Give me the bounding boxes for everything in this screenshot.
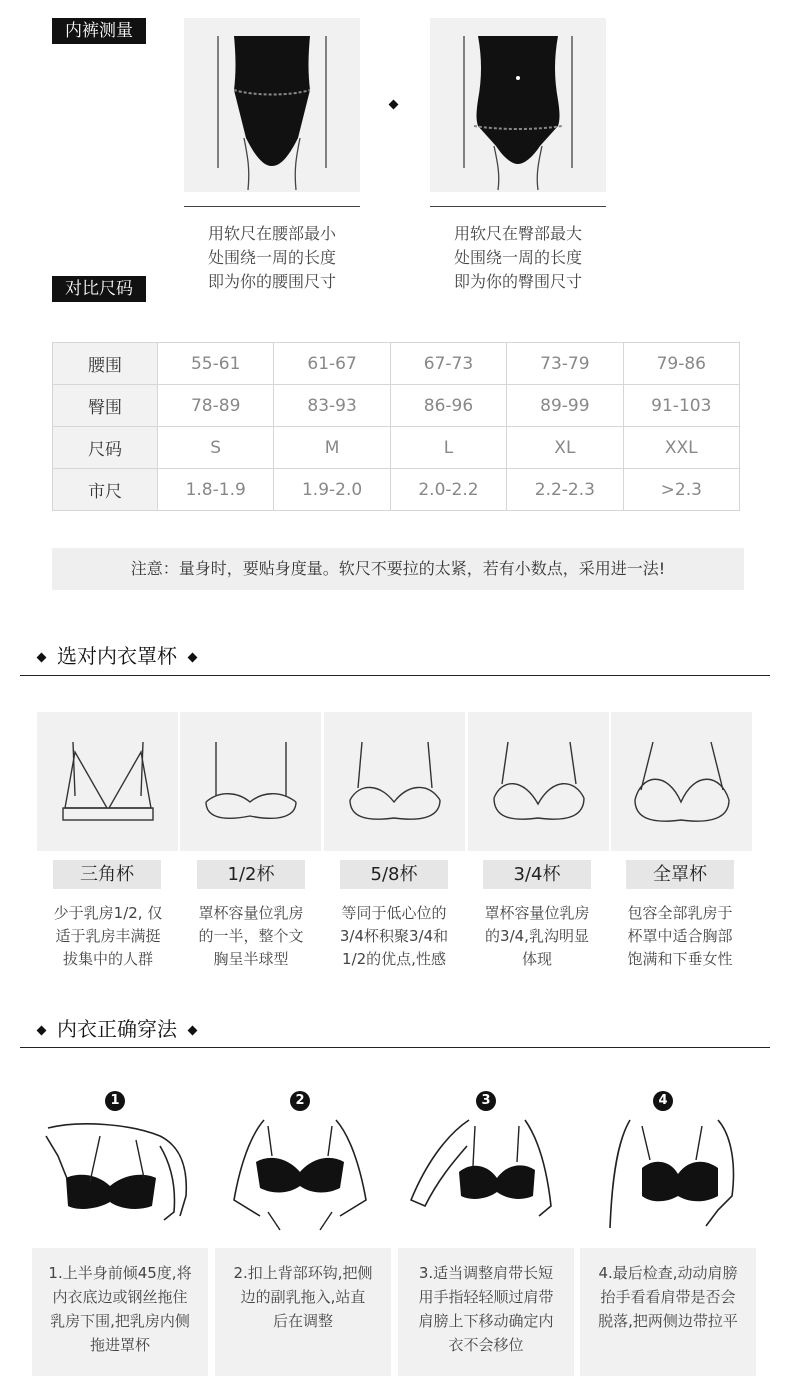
compare-tag: 对比尺码 <box>52 276 146 302</box>
diamond-icon <box>188 653 198 663</box>
step-text-line: 后在调整 <box>272 1312 333 1330</box>
cup-description-line: 拔集中的人群 <box>62 950 153 968</box>
table-row <box>53 469 740 511</box>
cup-description-line: 体现 <box>521 950 552 968</box>
waist-figure <box>184 18 360 192</box>
measure-tag: 内裤测量 <box>52 18 146 44</box>
three-quarter-bra-icon <box>468 712 609 851</box>
cup-figure-triangle <box>37 712 178 851</box>
row-header: 尺码 <box>53 427 158 469</box>
step-2-illustration <box>220 1116 380 1234</box>
hip-caption-line: 用软尺在臀部最大 <box>453 224 582 243</box>
table-cell: 55-61 <box>158 343 274 385</box>
table-cell: 2.0-2.2 <box>390 469 506 511</box>
wear-section-heading <box>24 1013 208 1042</box>
hip-caption-line: 处围绕一周的长度 <box>453 248 582 267</box>
table-cell: 1.8-1.9 <box>158 469 274 511</box>
table-cell: >2.3 <box>623 469 739 511</box>
cup-description <box>616 902 744 971</box>
step-card <box>32 1248 208 1376</box>
row-header: 腰围 <box>53 343 158 385</box>
step-text-line: 抬手看看肩带是否会 <box>600 1288 736 1306</box>
cup-label: 3/4杯 <box>483 860 591 889</box>
table-cell: 89-99 <box>507 385 623 427</box>
cup-description-line: 饱满和下垂女性 <box>627 950 733 968</box>
cup-description-line: 3/4杯积聚3/4和 <box>339 927 449 945</box>
step-card <box>215 1248 391 1376</box>
measure-note: 注意：量身时，要贴身度量。软尺不要拉的太紧，若有小数点，采用进一法! <box>52 548 744 590</box>
cup-description <box>44 902 172 971</box>
hip-illustration <box>430 18 606 192</box>
table-cell: XXL <box>623 427 739 469</box>
table-row <box>53 385 740 427</box>
step-text-line: 用手指轻轻顺过肩带 <box>418 1288 554 1306</box>
table-cell: 83-93 <box>274 385 390 427</box>
cup-label: 5/8杯 <box>340 860 448 889</box>
cup-description <box>187 902 315 971</box>
cup-description-line: 1/2的优点,性感 <box>342 950 446 968</box>
waist-caption-line: 用软尺在腰部最小 <box>207 224 336 243</box>
step-text-line: 衣不会移位 <box>448 1336 524 1354</box>
five-eighths-bra-icon <box>324 712 465 851</box>
table-cell: 78-89 <box>158 385 274 427</box>
cup-label: 1/2杯 <box>197 860 305 889</box>
table-row <box>53 427 740 469</box>
size-table <box>52 342 740 511</box>
table-cell: 61-67 <box>274 343 390 385</box>
fasten-hook-icon <box>220 1116 380 1234</box>
step-1-illustration <box>40 1116 200 1234</box>
diamond-icon <box>188 1026 198 1036</box>
step-text-line: 乳房下围,把乳房内侧 <box>50 1312 190 1330</box>
step-text-line: 2.扣上背部环钩,把侧 <box>233 1264 373 1282</box>
cup-description-line: 适于乳房丰满挺 <box>55 927 161 945</box>
table-cell: M <box>274 427 390 469</box>
cup-figure-five-eighths <box>324 712 465 851</box>
cup-description-line: 的一半，整个文 <box>198 927 304 945</box>
cup-description <box>330 902 458 971</box>
step-text-line: 肩膀上下移动确定内 <box>418 1312 554 1330</box>
row-header: 市尺 <box>53 469 158 511</box>
table-cell: XL <box>507 427 623 469</box>
step-3-illustration <box>405 1116 565 1234</box>
cup-description-line: 罩杯容量位乳房 <box>484 904 590 922</box>
row-header: 臀围 <box>53 385 158 427</box>
cup-section-heading <box>24 640 208 669</box>
cup-figure-full <box>611 712 752 851</box>
waist-caption-line: 即为你的腰围尺寸 <box>207 272 336 291</box>
hip-divider <box>430 206 606 207</box>
hip-caption-line: 即为你的臀围尺寸 <box>453 272 582 291</box>
cup-description <box>473 902 601 971</box>
step-number-badge: 4 <box>653 1091 673 1111</box>
waist-caption <box>180 222 364 294</box>
step-number-badge: 3 <box>476 1091 496 1111</box>
table-cell: 86-96 <box>390 385 506 427</box>
cup-section-title: 选对内衣罩杯 <box>57 644 177 668</box>
step-text-line: 内衣底边或钢丝拖住 <box>52 1288 188 1306</box>
step-number-badge: 2 <box>290 1091 310 1111</box>
cup-description-line: 杯罩中适合胸部 <box>627 927 733 945</box>
table-row <box>53 343 740 385</box>
cup-figure-half <box>180 712 321 851</box>
step-text-line: 4.最后检查,动动肩膀 <box>598 1264 738 1282</box>
step-text-line: 边的副乳拖入,站直 <box>240 1288 366 1306</box>
step-text-line: 1.上半身前倾45度,将 <box>48 1264 192 1282</box>
waist-caption-line: 处围绕一周的长度 <box>207 248 336 267</box>
cup-figure-three-quarter <box>468 712 609 851</box>
table-cell: 1.9-2.0 <box>274 469 390 511</box>
diamond-icon <box>37 1026 47 1036</box>
cup-label: 三角杯 <box>53 860 161 889</box>
hip-figure <box>430 18 606 192</box>
hip-caption <box>426 222 610 294</box>
table-cell: 2.2-2.3 <box>507 469 623 511</box>
step-text-line: 脱落,把两侧边带拉平 <box>598 1312 738 1330</box>
cup-description-line: 胸呈半球型 <box>213 950 289 968</box>
half-cup-bra-icon <box>180 712 321 851</box>
table-cell: 91-103 <box>623 385 739 427</box>
cup-section-rule <box>20 675 770 676</box>
table-cell: S <box>158 427 274 469</box>
table-cell: 79-86 <box>623 343 739 385</box>
table-cell: L <box>390 427 506 469</box>
step-card <box>580 1248 756 1376</box>
step-text-line: 3.适当调整肩带长短 <box>418 1264 554 1282</box>
cup-description-line: 罩杯容量位乳房 <box>198 904 304 922</box>
cup-description-line: 的3/4,乳沟明显 <box>485 927 589 945</box>
wear-section-rule <box>20 1047 770 1048</box>
final-check-icon <box>590 1116 750 1234</box>
diamond-icon <box>37 653 47 663</box>
separator-diamond <box>389 100 399 110</box>
table-cell: 73-79 <box>507 343 623 385</box>
lean-forward-icon <box>40 1116 200 1234</box>
table-cell: 67-73 <box>390 343 506 385</box>
cup-label: 全罩杯 <box>626 860 734 889</box>
wear-section-title: 内衣正确穿法 <box>57 1017 177 1041</box>
step-card <box>398 1248 574 1376</box>
triangle-bra-icon <box>37 712 178 851</box>
cup-description-line: 少于乳房1/2, 仅 <box>53 904 163 922</box>
step-text-line: 拖进罩杯 <box>89 1336 150 1354</box>
step-number-badge: 1 <box>105 1091 125 1111</box>
waist-illustration <box>184 18 360 192</box>
adjust-strap-icon <box>405 1116 565 1234</box>
cup-description-line: 包容全部乳房于 <box>627 904 733 922</box>
full-cup-bra-icon <box>611 712 752 851</box>
cup-description-line: 等同于低心位的 <box>341 904 447 922</box>
step-4-illustration <box>590 1116 750 1234</box>
waist-divider <box>184 206 360 207</box>
